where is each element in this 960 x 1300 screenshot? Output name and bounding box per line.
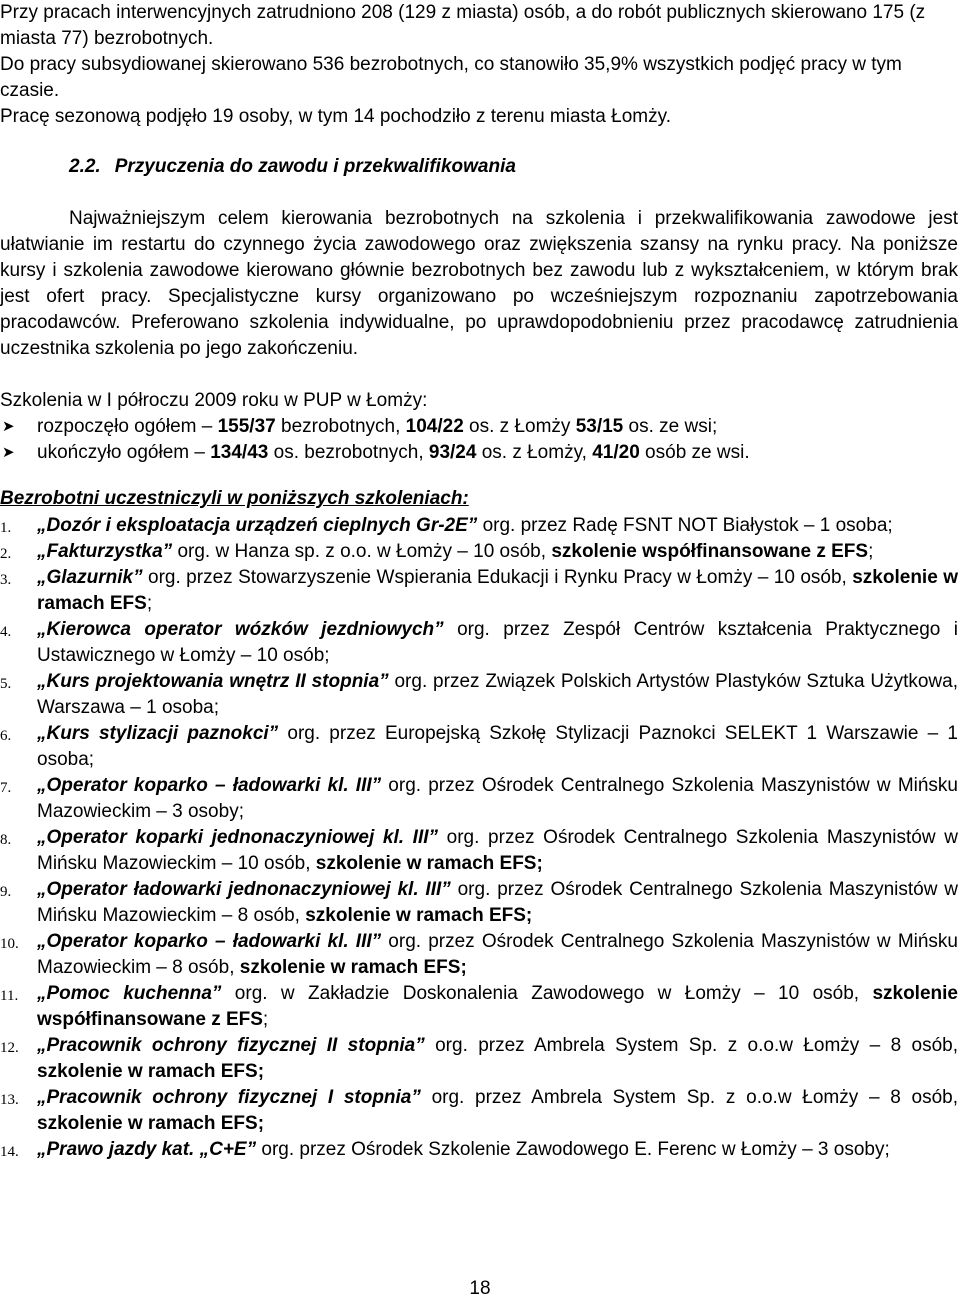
stats-started: ➤ rozpoczęło ogółem – 155/37 bezrobotnych, 104/22 os. z Łomży 53/15 os. ze wsi; [0,414,958,440]
arrowhead-bullet-icon: ➤ [2,418,15,435]
list-item: 7. „Operator koparko – ładowarki kl. III” org. przez Ośrodek Centralnego Szkolenia Maszynistów w Mińsku Mazowieckim – 3 osoby; [0,775,958,822]
intro-paragraph-1: Przy pracach interwencyjnych zatrudniono 208 (129 z miasta) osób, a do robót publicznych skierowano 175 (z miasta 77) bezrobotnych. [0,2,926,49]
section-number: 2.2. [69,156,101,177]
list-item: 5. „Kurs projektowania wnętrz II stopnia” org. przez Związek Polskich Artystów Plastyków Sztuka Użytkowa, Warszawa – 1 osoba; [0,671,958,718]
list-item: 9. „Operator ładowarki jednonaczyniowej kl. III” org. przez Ośrodek Centralnego Szkolenia Maszynistów w Mińsku Mazowieckim – 8 osób, szkolenie w ramach EFS; [0,879,958,926]
training-stats-list [0,414,958,466]
list-item: 13. „Pracownik ochrony fizycznej I stopnia” org. przez Ambrela System Sp. z o.o.w Łomży – 8 osób, szkolenie w ramach EFS; [0,1087,958,1134]
list-item: 4. „Kierowca operator wózków jezdniowych” org. przez Zespół Centrów kształcenia Praktycznego i Ustawicznego w Łomży – 10 osób; [0,619,958,666]
section-heading [69,154,516,180]
list-item: 14. „Prawo jazdy kat. „C+E” org. przez Ośrodek Szkolenie Zawodowego E. Ferenc w Łomży – 3 osoby; [0,1139,890,1160]
page-number: 18 [469,1278,491,1299]
arrowhead-bullet-icon: ➤ [2,444,15,461]
list-item: 1. „Dozór i eksploatacja urządzeń cieplnych Gr-2E” org. przez Radę FSNT NOT Białystok – 1 osoba; [0,515,893,536]
courses-heading: Bezrobotni uczestniczyli w poniższych szkoleniach: [0,488,469,509]
body-paragraph: Najważniejszym celem kierowania bezrobotnych na szkolenia i przekwalifikowania zawodowe jest ułatwianie im restartu do czynnego życia zawodowego oraz zwiększenia szansy na rynku pracy. Na poniższe kursy i szkolenia zawodowe kierowano głównie bezrobotnych bez zawodu lub z wykształceniem, w którym brak jest ofert pracy. Specjalistyczne kursy organizowano po wcześniejszym rozpoznaniu zapotrzebowania pracodawców. Preferowano szkolenia indywidualne, po uprawdopodobnieniu przez pracodawcę zatrudnienia uczestnika szkolenia po jego zakończeniu. [0,208,958,359]
intro-paragraph-2: Do pracy subsydiowanej skierowano 536 bezrobotnych, co stanowiło 35,9% wszystkich podjęć pracy w tym czasie. [0,54,902,101]
list-item: 6. „Kurs stylizacji paznokci” org. przez Europejską Szkołę Stylizacji Paznokci SELEKT 1 Warszawie – 1 osoba; [0,723,958,770]
stats-completed: ➤ ukończyło ogółem – 134/43 os. bezrobotnych, 93/24 os. z Łomży, 41/20 osób ze wsi. [0,440,958,466]
list-item: 10. „Operator koparko – ładowarki kl. III” org. przez Ośrodek Centralnego Szkolenia Maszynistów w Mińsku Mazowieckim – 8 osób, szkolenie w ramach EFS; [0,931,958,978]
list-item: 3. „Glazurnik” org. przez Stowarzyszenie Wspierania Edukacji i Rynku Pracy w Łomży – 10 osób, szkolenie w ramach EFS; [0,567,958,614]
list-item: 11. „Pomoc kuchenna” org. w Zakładzie Doskonalenia Zawodowego w Łomży – 10 osób, szkolenie współfinansowane z EFS; [0,983,958,1030]
list-item: 2. „Fakturzystka” org. w Hanza sp. z o.o. w Łomży – 10 osób, szkolenie współfinansowane z EFS; [0,541,874,562]
courses-list [0,513,958,1163]
section-title: Przyuczenia do zawodu i przekwalifikowania [114,156,516,177]
training-summary-intro: Szkolenia w I półroczu 2009 roku w PUP w Łomży: [0,390,428,411]
list-item: 12. „Pracownik ochrony fizycznej II stopnia” org. przez Ambrela System Sp. z o.o.w Łomży – 8 osób, szkolenie w ramach EFS; [0,1035,958,1082]
list-item: 8. „Operator koparki jednonaczyniowej kl. III” org. przez Ośrodek Centralnego Szkolenia Maszynistów w Mińsku Mazowieckim – 10 osób, szkolenie w ramach EFS; [0,827,958,874]
intro-paragraph-3: Pracę sezonową podjęło 19 osoby, w tym 14 pochodziło z terenu miasta Łomży. [0,106,671,127]
